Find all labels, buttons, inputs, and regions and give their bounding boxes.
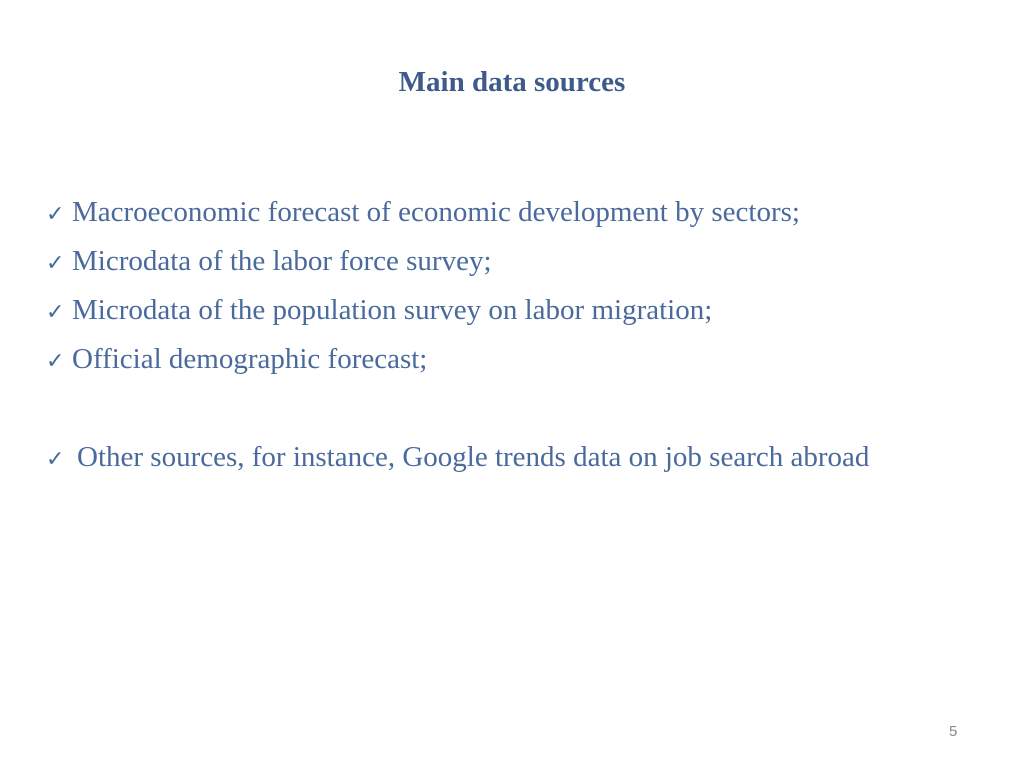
slide-title: Main data sources xyxy=(398,66,626,98)
list-item xyxy=(46,196,869,245)
list-item-text: Microdata of the population survey on labor migration; xyxy=(72,294,713,326)
list-item xyxy=(46,441,869,490)
list-item-text: Other sources, for instance, Google trends data on job search abroad xyxy=(77,441,870,473)
check-icon: ✓ xyxy=(46,300,65,325)
bullet-list xyxy=(46,196,869,490)
list-item xyxy=(46,245,869,294)
check-icon: ✓ xyxy=(46,202,65,227)
check-icon: ✓ xyxy=(46,447,65,472)
check-icon: ✓ xyxy=(46,251,65,276)
check-icon: ✓ xyxy=(46,349,65,374)
page-number: 5 xyxy=(949,723,958,740)
list-item xyxy=(46,343,869,392)
list-item-text: Microdata of the labor force survey; xyxy=(72,245,492,277)
list-item-text: Macroeconomic forecast of economic development by sectors; xyxy=(72,196,800,228)
list-item-text: Official demographic forecast; xyxy=(72,343,428,375)
list-item xyxy=(46,294,869,343)
